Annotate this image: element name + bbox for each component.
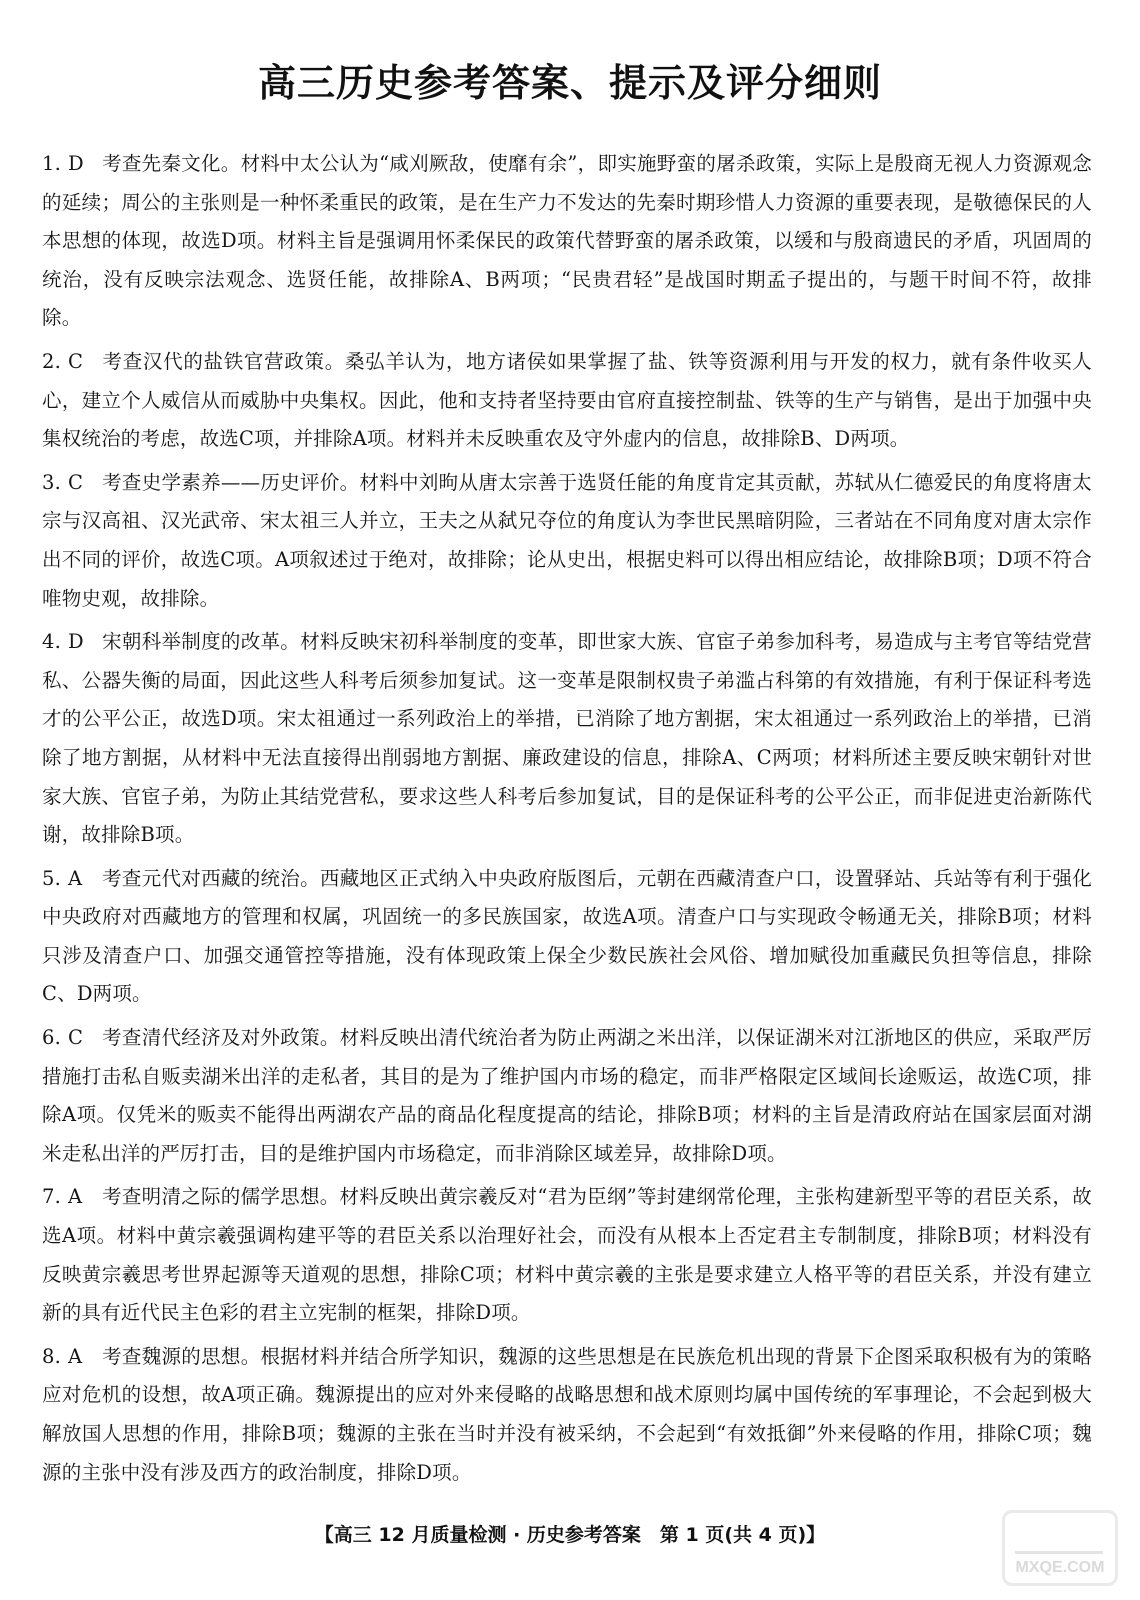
answer-item-8 — [42, 1338, 1092, 1492]
answer-item-7 — [42, 1178, 1092, 1332]
item-number: 8. — [42, 1344, 62, 1368]
answer-item-2 — [42, 343, 1092, 459]
site-watermark-logo — [1002, 1510, 1118, 1586]
answer-item-5 — [42, 860, 1092, 1014]
watermark-text: MXQE.COM — [1015, 1559, 1105, 1576]
page-title: 高三历史参考答案、提示及评分细则 — [257, 61, 882, 105]
item-number: 7. — [42, 1185, 62, 1209]
item-answer: C — [68, 1026, 84, 1050]
item-explanation: 考查清代经济及对外政策。材料反映出清代统治者为防止两湖之米出洋，以保证湖米对江浙地区的供应，采取严厉措施打击私自贩卖湖米出洋的走私者，其目的是为了维护国内市场的稳定，而非严格限定区域间长途贩运，故选C项，排除A项。仅凭米的贩卖不能得出两湖农产品的商品化程度提高的结论，排除B项；材料的主旨是清政府站在国家层面对湖米走私出洋的严厉打击，目的是维护国内市场稳定，而非消除区域差异，故排除D项。 — [42, 1026, 1092, 1165]
item-explanation: 考查史学素养——历史评价。材料中刘昫从唐太宗善于选贤任能的角度肯定其贡献，苏轼从仁德爱民的角度将唐太宗与汉高祖、汉光武帝、宋太祖三人并立，王夫之从弑兄夺位的角度认为李世民黑暗阴险，三者站在不同角度对唐太宗作出不同的评价，故选C项。A项叙述过于绝对，故排除；论从史出，根据史料可以得出相应结论，故排除B项；D项不符合唯物史观，故排除。 — [42, 470, 1092, 610]
item-explanation: 考查汉代的盐铁官营政策。桑弘羊认为，地方诸侯如果掌握了盐、铁等资源利用与开发的权力，就有条件收买人心，建立个人威信从而威胁中央集权。因此，他和支持者坚持要由官府直接控制盐、铁等的生产与销售，是出于加强中央集权统治的考虑，故选C项，并排除A项。材料并未反映重农及守外虚内的信息，故排除B、D两项。 — [42, 349, 1092, 451]
item-explanation: 宋朝科举制度的改革。材料反映宋初科举制度的变革，即世家大族、官宦子弟参加科考，易造成与主考官等结党营私、公器失衡的局面，因此这些人科考后须参加复试。这一变革是限制权贵子弟滥占科第的有效措施，有利于保证科考选才的公平公正，故选D项。宋太祖通过一系列政治上的举措，已消除了地方割据，宋太祖通过一系列政治上的举措，已消除了地方割据，从材料中无法直接得出削弱地方割据、廉政建设的信息，排除A、C两项；材料所述主要反映宋朝针对世家大族、官宦子弟，为防止其结党营私，要求这些人科考后参加复试，目的是保证科考的公平公正，而非促进吏治新陈代谢，故排除B项。 — [42, 630, 1092, 847]
item-answer: C — [68, 470, 84, 494]
item-answer: A — [68, 1344, 83, 1368]
answer-item-6 — [42, 1019, 1092, 1173]
item-explanation: 考查先秦文化。材料中太公认为“咸刈厥敌，使靡有余”，即实施野蛮的屠杀政策，实际上是殷商无视人力资源观念的延续；周公的主张则是一种怀柔重民的政策，是在生产力不发达的先秦时期珍惜人力资源的重要表现，是敬德保民的人本思想的体现，故选D项。材料主旨是强调用怀柔保民的政策代替野蛮的屠杀政策，以缓和与殷商遗民的矛盾，巩固周的统治，没有反映宗法观念、选贤任能，故排除A、B两项；“民贵君轻”是战国时期孟子提出的，与题干时间不符，故排除。 — [42, 152, 1092, 330]
item-explanation: 考查魏源的思想。根据材料并结合所学知识，魏源的这些思想是在民族危机出现的背景下企图采取积极有为的策略应对危机的设想，故A项正确。魏源提出的应对外来侵略的战略思想和战术原则均属中国传统的军事理论，不会起到极大解放国人思想的作用，排除B项；魏源的主张在当时并没有被采纳，不会起到“有效抵御”外来侵略的作用，排除C项；魏源的主张中没有涉及西方的政治制度，排除D项。 — [42, 1344, 1092, 1484]
item-answer: A — [68, 866, 83, 890]
item-answer: D — [68, 152, 84, 175]
item-number: 1. — [42, 152, 62, 175]
item-number: 5. — [42, 866, 62, 890]
item-answer: D — [68, 630, 84, 654]
item-answer: A — [68, 1185, 83, 1209]
answer-item-3 — [42, 464, 1092, 618]
item-number: 4. — [42, 630, 62, 654]
item-answer: C — [68, 349, 84, 373]
watermark-mark — [1015, 1521, 1103, 1554]
item-explanation: 考查明清之际的儒学思想。材料反映出黄宗羲反对“君为臣纲”等封建纲常伦理，主张构建新型平等的君臣关系，故选A项。材料中黄宗羲强调构建平等的君臣关系以治理好社会，而没有从根本上否定君主专制制度，排除B项；材料没有反映黄宗羲思考世界起源等天道观的思想，排除C项；材料中黄宗羲的主张是要求建立人格平等的君臣关系，并没有建立新的具有近代民主色彩的君主立宪制的框架，排除D项。 — [42, 1185, 1092, 1325]
page-footer: 【高三 12 月质量检测 · 历史参考答案 第 1 页(共 4 页)】 — [314, 1524, 826, 1546]
item-number: 2. — [42, 349, 62, 373]
answer-item-4 — [42, 623, 1092, 855]
item-explanation: 考查元代对西藏的统治。西藏地区正式纳入中央政府版图后，元朝在西藏清查户口，设置驿站、兵站等有利于强化中央政府对西藏地方的管理和权属，巩固统一的多民族国家，故选A项。清查户口与实现政令畅通无关，排除B项；材料只涉及清查户口、加强交通管控等措施，没有体现政策上保全少数民族社会风俗、增加赋役加重藏民负担等信息，排除C、D两项。 — [42, 866, 1092, 1006]
item-number: 3. — [42, 470, 62, 494]
answer-item-1 — [42, 145, 1092, 338]
item-number: 6. — [42, 1026, 62, 1050]
answer-list — [42, 145, 1092, 1497]
